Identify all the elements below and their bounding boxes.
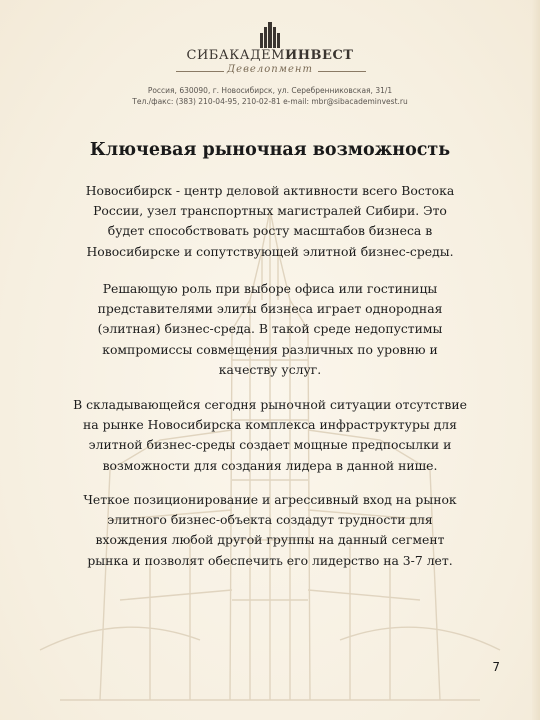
paragraph-4: [50, 490, 490, 571]
paragraph-line: возможности для создания лидера в данной нише.: [102, 457, 438, 473]
paragraph-line: В складывающейся сегодня рыночной ситуации отсутствие: [73, 397, 467, 412]
letterhead: [0, 0, 540, 120]
paragraph-line: Новосибирске и сопутствующей элитной бизнес-среды.: [86, 243, 454, 259]
brand-tagline: Девелопмент: [227, 64, 313, 75]
paragraph-line: России, узел транспортных магистралей Сибири. Это: [93, 203, 447, 219]
paragraph-line: будет способствовать росту масштабов бизнеса в: [107, 223, 433, 239]
paragraph-line: (элитная) бизнес-среда. В такой среде недопустимы: [97, 321, 443, 337]
paragraph-line: компромиссы совмещения различных по уровню и: [102, 341, 438, 357]
paragraph-line: вхождения любой другой группы на данный сегмент: [95, 532, 445, 548]
brand-name: [0, 48, 540, 63]
paragraph-line: представителями элиты бизнеса играет однородная: [97, 301, 443, 317]
paragraph-line: Четкое позиционирование и агрессивный вход на рынок: [83, 492, 457, 507]
paragraph-3: [50, 395, 490, 476]
paragraph-line: Решающую роль при выборе офиса или гостиницы: [102, 281, 438, 296]
contacts-line: Тел./факс: (383) 210-04-95, 210-02-81 e-mail: mbr@sibacademinvest.ru: [132, 97, 408, 106]
address-line: Россия, 630090, г. Новосибирск, ул. Серебренниковская, 31/1: [147, 86, 393, 95]
paragraph-2: [50, 279, 490, 380]
paragraph-line: качеству услуг.: [218, 361, 322, 377]
paragraph-line: на рынке Новосибирска комплекса инфраструктуры для: [82, 417, 457, 433]
page-number: 7: [492, 660, 500, 674]
paragraph-line: рынка и позволят обеспечить его лидерство на 3-7 лет.: [87, 552, 453, 568]
brand-name-bold: ИНВЕСТ: [284, 48, 354, 63]
paragraph-1: [50, 181, 490, 262]
paragraph-line: элитного бизнес-объекта создадут трудности для: [107, 512, 433, 528]
brand-name-light: СИБАКАДЕМ: [186, 48, 285, 63]
page-title: Ключевая рыночная возможность: [89, 140, 451, 160]
paragraph-line: элитной бизнес-среды создает мощные предпосылки и: [88, 437, 452, 453]
paragraph-line: Новосибирск - центр деловой активности всего Востока: [85, 183, 455, 198]
tower-logo-icon: [257, 22, 283, 48]
